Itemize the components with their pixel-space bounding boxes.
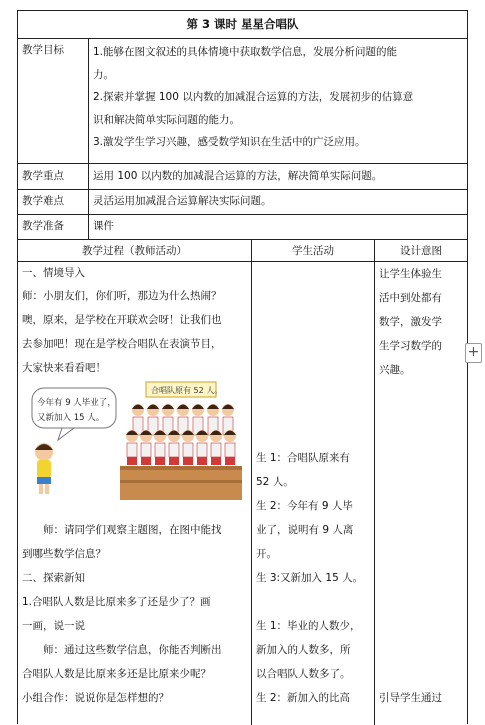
objective-line: 识和解决简单实际问题的能力。: [93, 113, 240, 126]
add-row-button[interactable]: +: [465, 343, 482, 363]
difficulty-row: [18, 189, 467, 215]
design-intent: [379, 262, 465, 725]
lesson-title: 第 3 课时 星星合唱队: [186, 17, 299, 31]
key-point-text: 运用 100 以内数的加减混合运算的方法，解决简单实际问题。: [93, 170, 383, 182]
design-column-header: 设计意图: [400, 245, 442, 257]
student-text-line: 生 1：合唱队原来有: [256, 452, 351, 464]
student-text-line: 52 人。: [256, 476, 294, 488]
choir-illustration: [22, 380, 246, 500]
student-text-line: 生 2：今年有 9 人毕: [256, 500, 353, 512]
lesson-plan-table: [17, 10, 468, 724]
student-text-line: 生 3:又新加入 15 人。: [256, 572, 364, 584]
design-text-line: 数学，激发学: [379, 316, 442, 328]
speaker-figure: [35, 443, 53, 494]
section-heading: 一、情境导入: [22, 267, 85, 279]
design-text-line: 让学生体验生: [379, 268, 442, 280]
student-column-header: 学生活动: [292, 245, 334, 257]
student-text-line: 以合唱队人数多了。: [256, 668, 351, 680]
teacher-text-line: 到哪些数学信息？: [22, 548, 106, 560]
student-text-line: 新加入的人数多，所: [256, 644, 351, 656]
objective-line: 力。: [93, 68, 114, 81]
teacher-text-line: 一画，说一说: [22, 620, 85, 632]
teacher-activity-continued: [22, 518, 249, 725]
teacher-text-line: 大家快来看看吧！: [22, 362, 106, 374]
teacher-text-line: 师：通过这些数学信息，你能否判断出: [43, 644, 222, 656]
objectives-row: [18, 38, 467, 164]
objective-line: 3.激发学生学习兴趣，感受数学知识在生活中的广泛应用。: [93, 136, 366, 148]
teacher-text-line: 噢，原来，是学校在开联欢会呀！让我们也: [22, 314, 222, 326]
teacher-text-line: 1.合唱队人数是比原来多了还是少了？画: [22, 596, 211, 608]
teacher-text-line: 去参加吧！现在是学校合唱队在表演节目，: [22, 338, 222, 350]
speech-line-1: 今年有 9 人毕业了，: [37, 398, 116, 408]
teacher-text-line: 合唱队人数是比原来多还是比原来少呢？: [22, 668, 211, 680]
key-point-row: [18, 163, 467, 190]
preparation-text: 课件: [93, 220, 114, 232]
teacher-text-line: 小组合作：说说你是怎样想的？: [22, 692, 169, 704]
teacher-text-line: 师：请同学们观察主题图，在图中能找: [43, 524, 222, 536]
teacher-column-header: 教学过程（教师活动）: [82, 245, 187, 257]
column-header-row: [18, 239, 467, 262]
student-activity: [256, 446, 372, 725]
student-text-line: 开。: [256, 548, 277, 560]
objectives-label: 教学目标: [22, 44, 64, 56]
choir-sign-text: 合唱队原有 52 人。: [151, 386, 223, 395]
preparation-row: [18, 214, 467, 240]
student-text-line: 生 2：新加入的比高: [256, 692, 351, 704]
teacher-text-line: 师：小朋友们，你们听，那边为什么热闹？: [22, 290, 222, 302]
design-intent-continued: [379, 686, 465, 725]
objectives-content: [93, 41, 463, 164]
choir-scene-image: [22, 380, 246, 500]
difficulty-text: 灵活运用加减混合运算解决实际问题。: [93, 195, 272, 207]
choir-children: [126, 404, 236, 465]
student-text-line: 生 1：毕业的人数少，: [256, 620, 361, 632]
difficulty-label: 教学难点: [22, 195, 64, 207]
process-row: [18, 261, 467, 725]
design-text-line: 生学习数学的: [379, 340, 442, 352]
title-row: [18, 10, 467, 39]
design-text-line: 兴趣。: [379, 364, 411, 376]
preparation-label: 教学准备: [22, 220, 64, 232]
objective-line: 2.探索并掌握 100 以内数的加减混合运算的方法，发展初步的估算意: [93, 91, 414, 103]
section-heading: 二、探索新知: [22, 572, 85, 584]
student-text-line: [256, 590, 372, 614]
objective-line: 1.能够在图文叙述的具体情境中获取数学信息，发展分析问题的能: [93, 46, 398, 58]
design-text-line: 活中到处都有: [379, 292, 442, 304]
key-point-label: 教学重点: [22, 170, 64, 182]
speech-line-2: 又新加入 15 人。: [37, 413, 105, 423]
student-text-line: 业了，说明有 9 人离: [256, 524, 354, 536]
design-text-line: 引导学生通过: [379, 692, 442, 704]
